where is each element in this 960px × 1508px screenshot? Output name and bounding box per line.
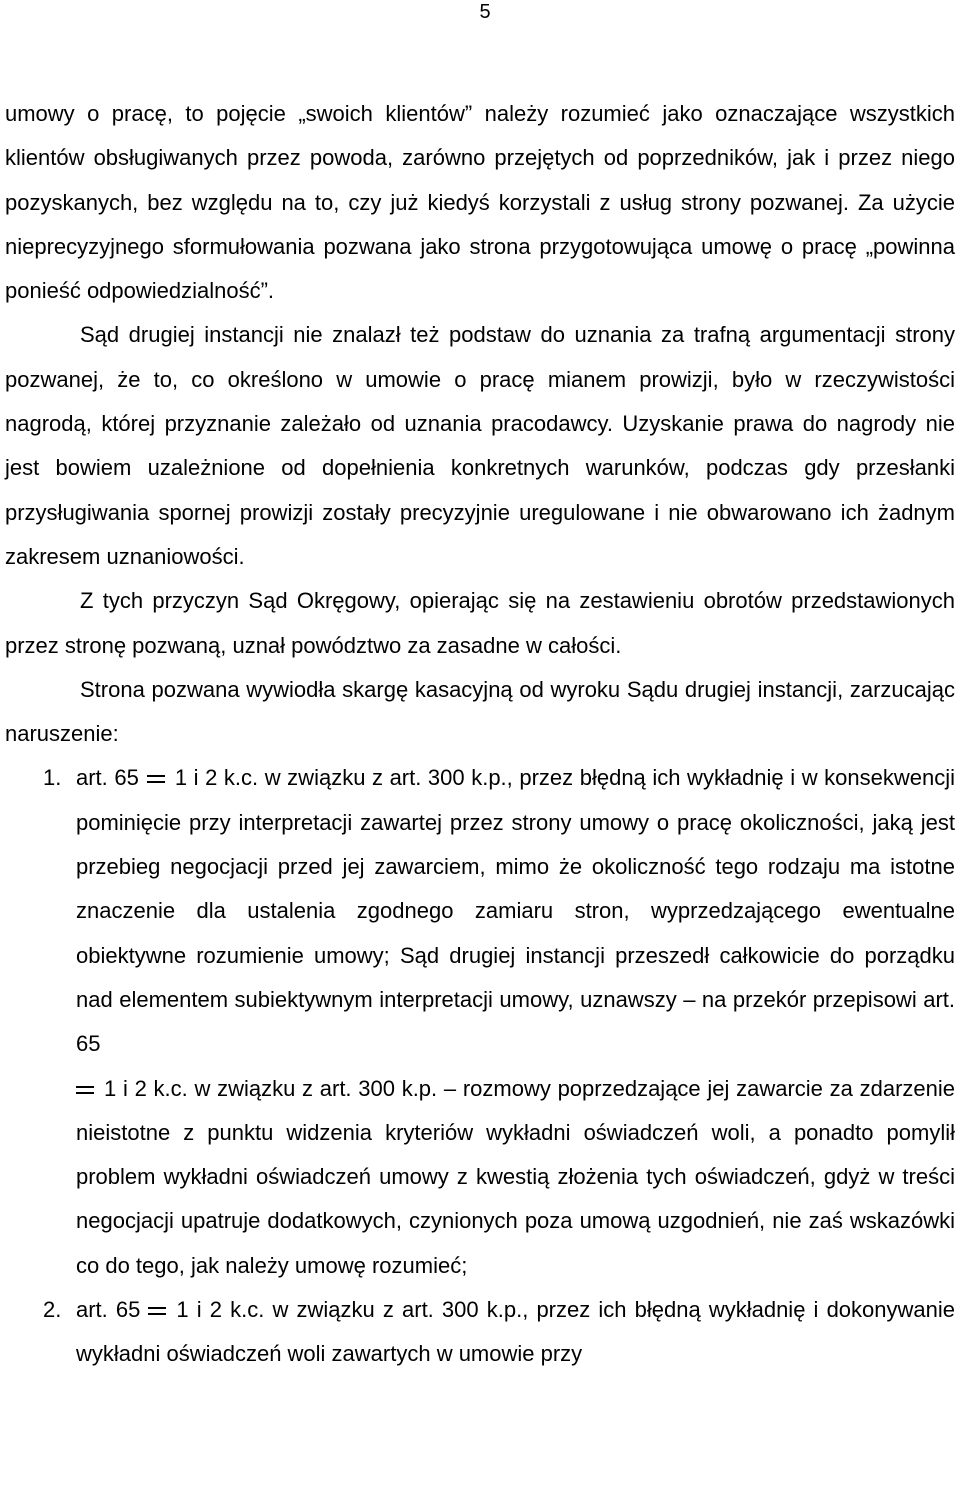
page-number: 5 xyxy=(479,1,491,23)
list-item-text-part: art. 65 xyxy=(76,1297,141,1323)
list-item-text-part: 1 i 2 k.c. w związku z art. 300 k.p. – rozmowy poprzedzające jej zawarcie za zdarzenie nieistotne z punktu widzenia kryteriów wykładni oświadczeń woli, a ponadto pomylił problem wykładni oświadczeń umowy z kwestią złożenia tych oświadczeń, gdyż w treści negocjacji upatruje dodatkowych, czynionych poza umową uzgodnień, nie zaś wskazówki co do tego, jak należy umowę rozumieć; xyxy=(76,1075,955,1278)
list-item-number: 2. xyxy=(43,1297,62,1323)
paragraph: umowy o pracę, to pojęcie „swoich klientów” należy rozumieć jako oznaczające wszystkich klientów obsługiwanych przez powoda, zarówno przejętych od poprzedników, jak i przez niego pozyskanych, bez względu na to, czy już kiedyś korzystali z usług strony pozwanej. Za użycie nieprecyzyjnego sformułowania pozwana jako strona przygotowująca umowę o pracę „powinna ponieść odpowiedzialność”. xyxy=(5,101,955,304)
document-body xyxy=(5,92,955,1377)
paragraph: Z tych przyczyn Sąd Okręgowy, opierając się na zestawieniu obrotów przedstawionych przez stronę pozwaną, uznał powództwo za zasadne w całości. xyxy=(5,588,955,658)
list-item-text-part: 1 i 2 k.c. w związku z art. 300 k.p., przez ich błędną wykładnię i dokonywanie wykładni oświadczeń woli zawartych w umowie przy xyxy=(76,1297,955,1367)
list-item xyxy=(5,1288,955,1377)
list-item-text xyxy=(76,1288,955,1377)
list-item-number: 1. xyxy=(43,765,62,791)
section-sign-icon xyxy=(147,772,165,786)
list-item-text xyxy=(76,756,955,1288)
list-item-text-part: art. 65 xyxy=(76,765,139,791)
objection-list xyxy=(5,756,955,1376)
paragraph: Sąd drugiej instancji nie znalazł też podstaw do uznania za trafną argumentacji strony pozwanej, że to, co określono w umowie o pracę mianem prowizji, było w rzeczywistości nagrodą, której przyznanie zależało od uznania pracodawcy. Uzyskanie prawa do nagrody nie jest bowiem uzależnione od dopełnienia konkretnych warunków, podczas gdy przesłanki przysługiwania spornej prowizji zostały precyzyjnie uregulowane i nie obwarowano ich żadnym zakresem uznaniowości. xyxy=(5,322,955,569)
list-item xyxy=(5,756,955,1288)
paragraph: Strona pozwana wywiodła skargę kasacyjną od wyroku Sądu drugiej instancji, zarzucając naruszenie: xyxy=(5,676,955,747)
section-sign-icon xyxy=(148,1304,166,1318)
list-item-text-part: 1 i 2 k.c. w związku z art. 300 k.p., przez błędną ich wykładnię i w konsekwencji pominięcie przy interpretacji zawartej przez strony umowy o pracę okoliczności, jaką jest przebieg negocjacji przed jej zawarciem, mimo że okoliczność tego rodzaju ma istotne znaczenie dla ustalenia zgodnego zamiaru stron, wyprzedzającego ewentualne obiektywne rozumienie umowy; Sąd drugiej instancji przeszedł całkowicie do porządku nad elementem subiektywnym interpretacji umowy, uznawszy – na przekór przepisowi art. 65 xyxy=(76,765,955,1057)
section-sign-icon xyxy=(76,1083,94,1097)
